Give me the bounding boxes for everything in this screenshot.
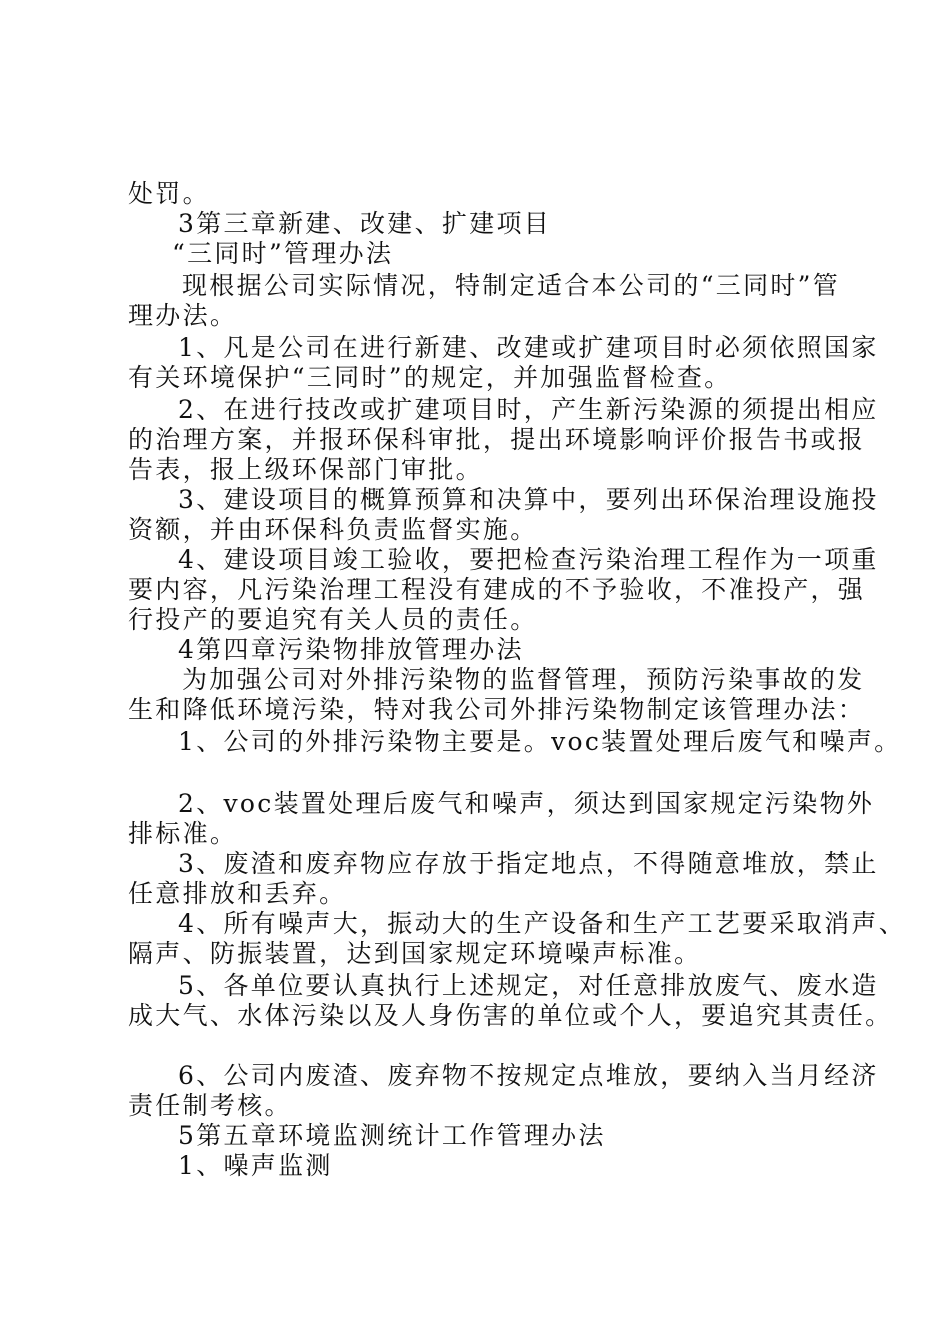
text-line: 有关环境保护“三同时”的规定，并加强监督检查。 bbox=[128, 363, 732, 392]
subsection-heading: 1、噪声监测 bbox=[178, 1151, 333, 1180]
text-line: 排标准。 bbox=[128, 819, 238, 848]
text-line: 6、公司内废渣、废弃物不按规定点堆放，要纳入当月经济 bbox=[178, 1061, 879, 1090]
text-line: 隔声、防振装置，达到国家规定环境噪声标准。 bbox=[128, 939, 702, 968]
text-line: 成大气、水体污染以及人身伤害的单位或个人，要追究其责任。 bbox=[128, 1001, 893, 1030]
text-line: 1、凡是公司在进行新建、改建或扩建项目时必须依照国家 bbox=[178, 333, 879, 362]
text-line: 2、voc装置处理后废气和噪声，须达到国家规定污染物外 bbox=[178, 789, 875, 818]
text-line: 告表，报上级环保部门审批。 bbox=[128, 455, 483, 484]
text-line: 生和降低环境污染，特对我公司外排污染物制定该管理办法： bbox=[128, 695, 866, 724]
text-line: 行投产的要追究有关人员的责任。 bbox=[128, 605, 538, 634]
text-line: 资额，并由环保科负责监督实施。 bbox=[128, 515, 538, 544]
text-line: 3、废渣和废弃物应存放于指定地点，不得随意堆放，禁止 bbox=[178, 849, 879, 878]
text-line: 3、建设项目的概算预算和决算中，要列出环保治理设施投 bbox=[178, 485, 879, 514]
text-line: 的治理方案，并报环保科审批，提出环境影响评价报告书或报 bbox=[128, 425, 866, 454]
text-line: 4、建设项目竣工验收，要把检查污染治理工程作为一项重 bbox=[178, 545, 879, 574]
text-line: 理办法。 bbox=[128, 301, 238, 330]
text-line: 现根据公司实际情况，特制定适合本公司的“三同时”管 bbox=[182, 271, 841, 300]
chapter-heading: 4第四章污染物排放管理办法 bbox=[178, 635, 524, 664]
text-line: 2、在进行技改或扩建项目时，产生新污染源的须提出相应 bbox=[178, 395, 879, 424]
text-line: 5、各单位要认真执行上述规定，对任意排放废气、废水造 bbox=[178, 971, 879, 1000]
text-line: 要内容，凡污染治理工程没有建成的不予验收，不准投产，强 bbox=[128, 575, 866, 604]
section-heading: “三同时”管理办法 bbox=[172, 239, 394, 268]
chapter-heading: 3第三章新建、改建、扩建项目 bbox=[178, 209, 552, 238]
text-line: 4、所有噪声大，振动大的生产设备和生产工艺要采取消声、 bbox=[178, 909, 907, 938]
text-line: 任意排放和丢弃。 bbox=[128, 879, 347, 908]
text-line: 处罚。 bbox=[128, 179, 210, 208]
text-line: 责任制考核。 bbox=[128, 1091, 292, 1120]
text-line: 为加强公司对外排污染物的监督管理，预防污染事故的发 bbox=[182, 665, 865, 694]
chapter-heading: 5第五章环境监测统计工作管理办法 bbox=[178, 1121, 606, 1150]
text-line: 1、公司的外排污染物主要是。voc装置处理后废气和噪声。 bbox=[178, 727, 902, 756]
